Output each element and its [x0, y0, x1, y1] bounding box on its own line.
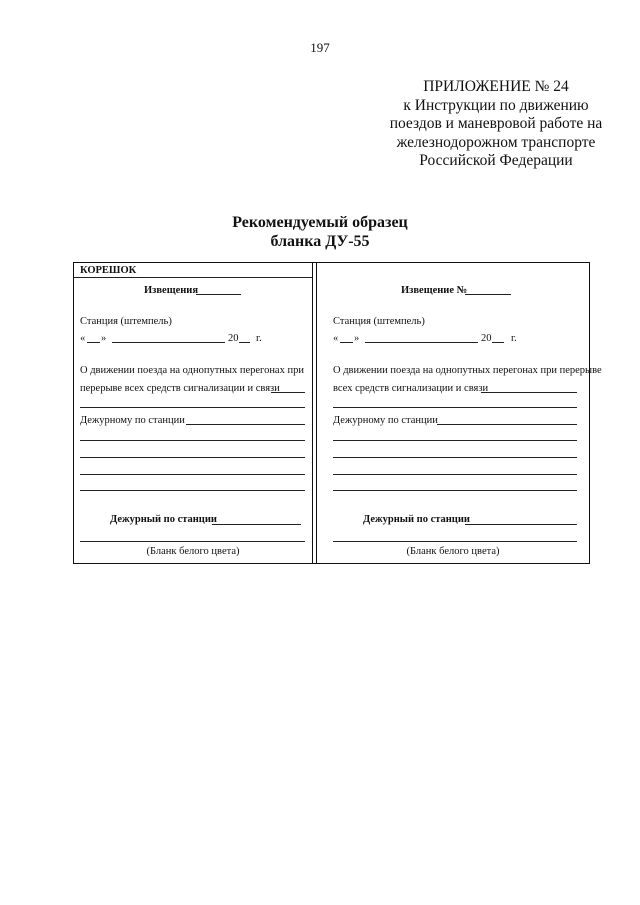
- stub-section: [74, 263, 312, 563]
- appendix-line-4: железнодорожном транспорте: [396, 133, 596, 151]
- appendix-line-3: поездов и маневровой работе на: [389, 115, 603, 132]
- stub-header-rule: [74, 277, 312, 278]
- form-du55: [73, 262, 602, 564]
- notice-to-station-label: Дежурному по станции: [333, 415, 438, 426]
- notice-signature-field[interactable]: [465, 524, 577, 525]
- stub-signature-field[interactable]: [212, 524, 301, 525]
- stub-date-open-quote: «: [80, 333, 86, 344]
- stub-date-month-field[interactable]: [112, 342, 225, 343]
- notice-text-line-3[interactable]: [333, 474, 577, 475]
- stub-header: КОРЕШОК: [80, 265, 137, 276]
- stub-movement-field[interactable]: [271, 392, 305, 393]
- stub-text-line-2[interactable]: [80, 457, 305, 458]
- stub-text-line-4[interactable]: [80, 490, 305, 491]
- notice-label: Извещение №: [401, 285, 468, 296]
- notice-text-line-2[interactable]: [333, 457, 577, 458]
- stub-notice-number-field[interactable]: [196, 294, 241, 295]
- notice-movement-field-line-2[interactable]: [333, 407, 577, 408]
- notice-movement-line-2: всех средств сигнализации и связи: [333, 383, 489, 394]
- stub-date-year-field[interactable]: [239, 342, 250, 343]
- stub-date-year-suffix: г.: [256, 333, 262, 344]
- appendix-line-1: ПРИЛОЖЕНИЕ № 24: [423, 78, 569, 95]
- notice-date-open-quote: «: [333, 333, 339, 344]
- notice-movement-field[interactable]: [481, 392, 577, 393]
- notice-date-year-field[interactable]: [492, 342, 504, 343]
- stub-movement-field-line-2[interactable]: [80, 407, 305, 408]
- stub-signature-label: Дежурный по станции: [110, 514, 217, 525]
- notice-date-year-prefix: 20: [481, 333, 492, 344]
- stub-notice-label: Извещения: [144, 285, 199, 296]
- stub-date-year-prefix: 20: [228, 333, 239, 344]
- notice-date-close-quote: »: [354, 333, 360, 344]
- notice-to-station-field[interactable]: [437, 424, 577, 425]
- notice-footer-note: (Бланк белого цвета): [406, 546, 500, 557]
- stub-text-line-1[interactable]: [80, 440, 305, 441]
- notice-movement-line-1: О движении поезда на однопутных перегонах при перерыве: [333, 365, 602, 376]
- stub-station-label: Станция (штемпель): [80, 316, 172, 327]
- notice-date-month-field[interactable]: [365, 342, 478, 343]
- page-number: 197: [310, 40, 330, 55]
- notice-section: [317, 263, 602, 563]
- notice-text-line-4[interactable]: [333, 490, 577, 491]
- notice-station-label: Станция (штемпель): [333, 316, 425, 327]
- notice-signature-label: Дежурный по станции: [363, 514, 470, 525]
- stub-to-station-label: Дежурному по станции: [80, 415, 185, 426]
- notice-date-year-suffix: г.: [511, 333, 517, 344]
- appendix-line-2: к Инструкции по движению: [403, 96, 589, 114]
- stub-text-line-3[interactable]: [80, 474, 305, 475]
- stub-movement-line-1: О движении поезда на однопутных перегонах при: [80, 365, 304, 376]
- appendix-line-5: Российской Федерации: [419, 152, 573, 169]
- stub-date-day-field[interactable]: [87, 342, 100, 343]
- appendix-header: [380, 78, 612, 171]
- form-title-line-2: бланка ДУ-55: [270, 233, 370, 250]
- form-title-line-1: Рекомендуемый образец: [232, 214, 408, 231]
- form-title: [0, 213, 640, 251]
- notice-footer-rule: [333, 541, 577, 542]
- notice-date-day-field[interactable]: [340, 342, 353, 343]
- stub-movement-line-2: перерыве всех средств сигнализации и связи: [80, 383, 280, 394]
- notice-number-field[interactable]: [465, 294, 511, 295]
- stub-to-station-field[interactable]: [186, 424, 305, 425]
- stub-footer-rule: [80, 541, 305, 542]
- notice-text-line-1[interactable]: [333, 440, 577, 441]
- separator-line-left: [312, 263, 313, 563]
- stub-footer-note: (Бланк белого цвета): [146, 546, 240, 557]
- stub-date-close-quote: »: [101, 333, 107, 344]
